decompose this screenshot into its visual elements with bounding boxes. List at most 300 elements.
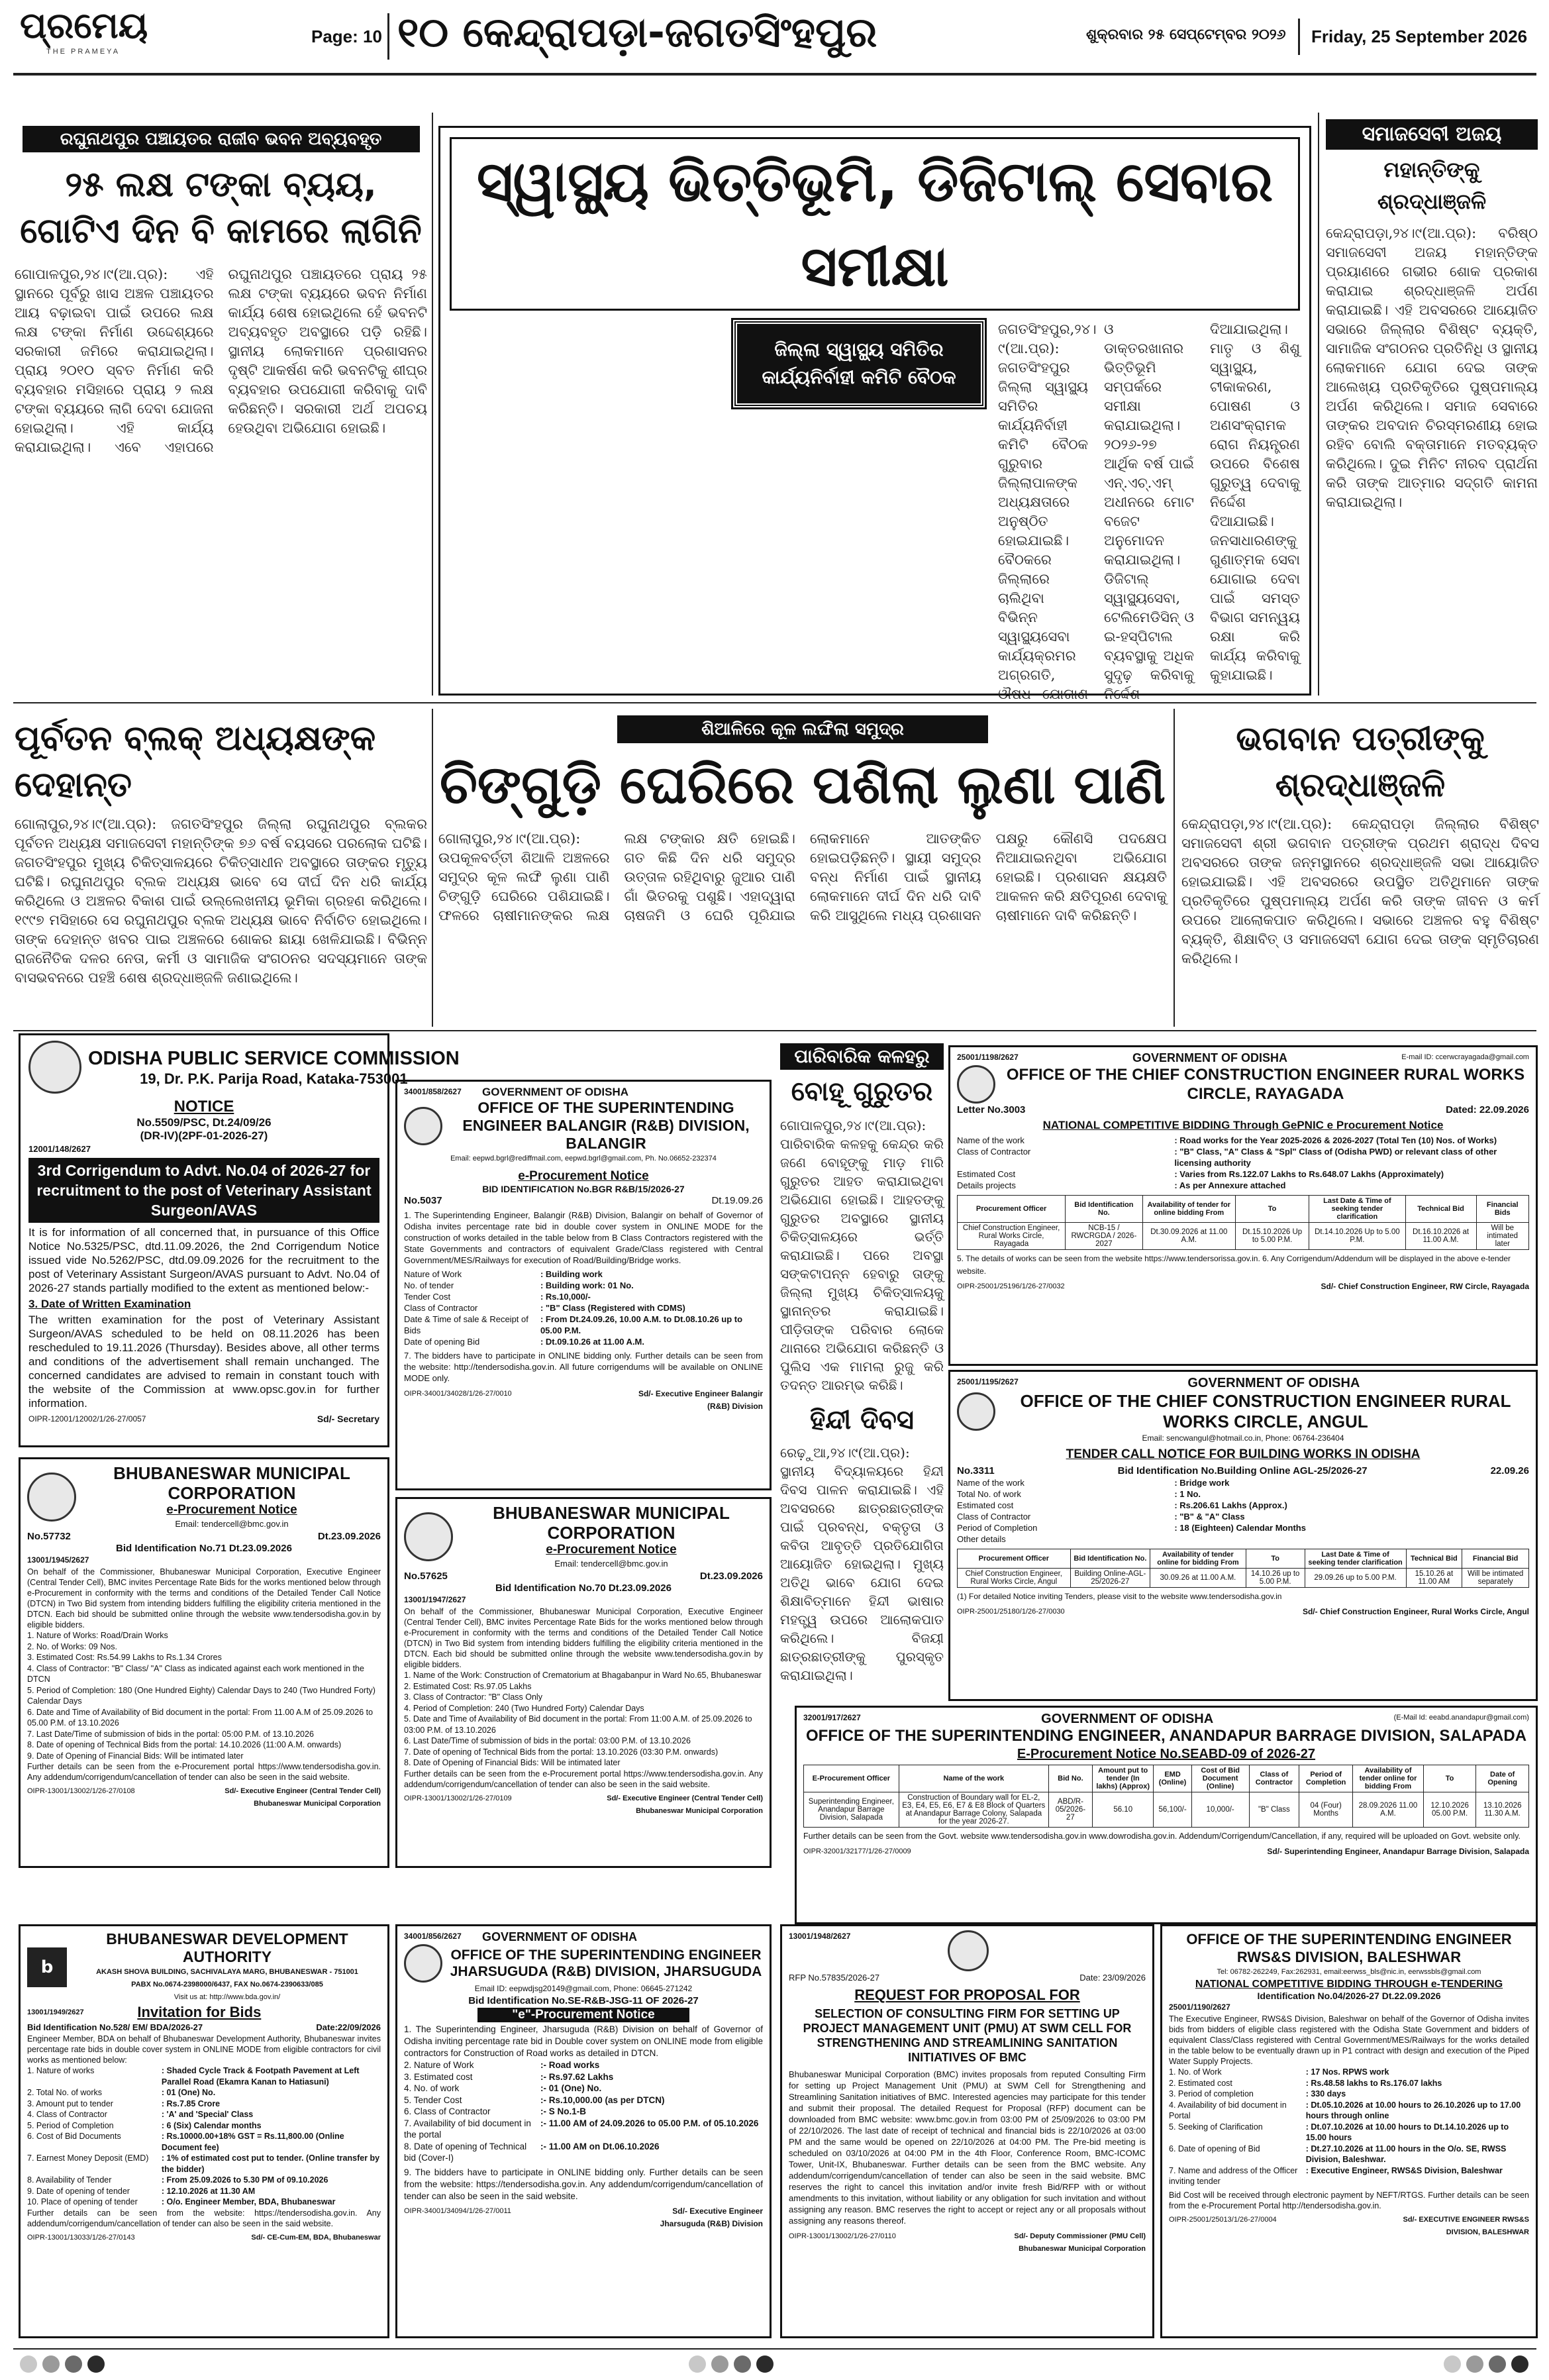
table-header-cell: To: [1423, 1765, 1476, 1792]
ad-row-label: Name of the work: [957, 1135, 1024, 1145]
ad-gov: GOVERNMENT OF ODISHA: [1132, 1051, 1288, 1064]
ad-subtitle: TENDER CALL NOTICE FOR BUILDING WORKS IN ODISHA: [1066, 1447, 1421, 1461]
ad-item: 3. Date of Written Examination: [28, 1298, 191, 1310]
ad-bmc-rfp: [780, 1924, 1154, 2338]
ad-row-value: : Rs.10,000/-: [540, 1292, 591, 1302]
ad-row-text: 4. Class of Contractor: "B" Class/ "A" Class as indicated against each work mentioned in the DTCN: [27, 1663, 364, 1684]
ad-code: 25001/1190/2627: [1169, 2002, 1230, 2012]
ad-row-text: 5. Period of Completion: 180 (One Hundred Eighty) Calendar Days to 240 (Two Hundred Forty) Calendar Days: [27, 1685, 375, 1706]
ad-row: [404, 1670, 763, 1681]
ad-row-value: : Rs.7.85 Crore: [161, 2098, 221, 2108]
ad-row-text: 1. Nature of Works: Road/Drain Works: [27, 1631, 168, 1640]
table-header-cell: Cost of Bid Document (Online): [1191, 1765, 1249, 1792]
ad-row-label: Estimated cost: [957, 1500, 1014, 1510]
ad-row-label: Date of opening Bid: [404, 1337, 480, 1347]
ad-row-value: :- S No.1-B: [540, 2106, 586, 2116]
ad-row-label: 2. Total No. of works: [27, 2088, 103, 2097]
ad-email: Email: eepwd.bgrl@rediffmail.com, eepwd.bgrl@gmail.com, Ph. No.06652-232374: [450, 1155, 717, 1163]
ad-row-value: : 6 (Six) Calendar months: [161, 2120, 262, 2130]
odisha-emblem-icon: [404, 1107, 442, 1145]
ad-row: [404, 1692, 763, 1703]
ad-row-label: 7. Name and address of the Officer inviting tender: [1169, 2165, 1298, 2186]
ad-row: [404, 1757, 763, 1769]
ad-bmc-70: [395, 1497, 772, 1868]
ad-row: [27, 1739, 381, 1751]
ad-phone: Tel: 06782-262249, Fax:262931, email:eerwss_bls@nic.in, eerwssbls@gmail.com: [1217, 1968, 1481, 1976]
table-header-cell: Availability of tender online for bidding From: [1353, 1765, 1424, 1792]
ad-row-label: 7. Earnest Money Deposit (EMD): [27, 2153, 149, 2163]
ad-row: [404, 1268, 763, 1280]
ad-footer-code: OIPR-32001/32177/1/26-27/0009: [803, 1847, 911, 1855]
ad-footer-code: OIPR-13001/13002/1/26-27/0110: [789, 2232, 896, 2240]
table-cell: 14.10.26 up to 5.00 P.M.: [1246, 1569, 1305, 1588]
table-cell: 56.10: [1092, 1792, 1153, 1828]
ad-row: [957, 1135, 1529, 1146]
story-rajiv-bhawan: [15, 126, 427, 696]
ad-note: (1) For detailed Notice inviting Tenders, please visit to the website www.tendersodisha.gov.in: [957, 1592, 1282, 1601]
ad-footer-code: OIPR-13001/13033/1/26-27/0143: [27, 2233, 135, 2242]
ad-row-value: : "B" & "A" Class: [1174, 1512, 1245, 1522]
ad-row: [957, 1477, 1529, 1488]
ad-row-value: : Rs.48.58 lakhs to Rs.176.07 lakhs: [1305, 2078, 1442, 2088]
ad-table: [957, 1195, 1529, 1250]
table-cell: 30.09.26 at 11.00 A.M.: [1150, 1569, 1246, 1588]
ad-row-label: 6. Class of Contractor: [404, 2106, 491, 2116]
ad-row: [957, 1511, 1529, 1522]
odisha-emblem-icon: [404, 1944, 442, 1983]
ad-footer-code: OIPR-25001/25180/1/26-27/0030: [957, 1608, 1065, 1616]
ad-row-label: Nature of Work: [404, 1269, 462, 1279]
table-cell: Building Online-AGL-25/2026-27: [1070, 1569, 1150, 1588]
table-cell: Chief Construction Engineer, Rural Works Circle, Angul: [958, 1569, 1071, 1588]
ad-row-label: 2. Nature of Work: [404, 2060, 474, 2070]
ad-row: [27, 2098, 381, 2110]
ad-bid-id: Bid Identification No.70 Dt.23.09.2026: [495, 1582, 672, 1594]
ad-balangir: [395, 1080, 772, 1490]
ad-row: [404, 1714, 763, 1735]
ad-no: No.57732: [27, 1531, 71, 1542]
ad-letter: Letter No.3003: [957, 1104, 1026, 1115]
ad-row: [27, 1729, 381, 1740]
ad-row: [957, 1488, 1529, 1500]
ad-row: [1169, 2144, 1529, 2165]
table-header-cell: Bid No.: [1048, 1765, 1092, 1792]
ad-row: [404, 1302, 763, 1314]
ad-row-value: : O/o. Engineer Member, BDA, Bhubaneswar: [161, 2197, 336, 2206]
ad-row-label: 5. Period of Completion: [27, 2120, 114, 2130]
ad-code: 25001/1198/2627: [957, 1053, 1019, 1062]
ad-row-label: 5. Tender Cost: [404, 2095, 462, 2105]
ad-date: Dt.23.09.2026: [317, 1531, 381, 1542]
ad-row-text: 8. Date of opening of Technical Bids from the portal: 14.10.2026 (11:00 A.M. onwards): [27, 1740, 342, 1749]
ad-row: [404, 2059, 763, 2071]
ad-signature: Sd/- Executive Engineer Balangir (R&B) Division: [638, 1389, 763, 1411]
ad-phone: PABX No.0674-2398000/6437, FAX No.0674-2390633/085: [131, 1981, 323, 1989]
ad-angul: [948, 1370, 1538, 1701]
date-english: Friday, 25 September 2026: [1311, 26, 1528, 46]
story-body-hindi-diwas: ରେଢ଼ୁଆ,୨୪।୯(ଆ.ପ୍ର): ସ୍ଥାନୀୟ ବିଦ୍ୟାଳୟରେ ହିନ୍ଦୀ ଦିବସ ପାଳନ କରାଯାଇଛି। ଏହି ଅବସରରେ ଛାତ୍ରଛାତ୍ରୀଙ୍କ ପାଇଁ ପ୍ରବନ୍ଧ, ବକ୍ତୃତା ଓ କବିତା ଆବୃତ୍ତି ପ୍ରତିଯୋଗିତା ଆୟୋଜିତ ହୋଇଥିଲା। ମୁଖ୍ୟ ଅତିଥି ଭାବେ ଯୋଗ ଦେଇ ଶିକ୍ଷାବିତ୍ମାନେ ହିନ୍ଦୀ ଭାଷାର ମହତ୍ତ୍ୱ ଉପରେ ଆଲୋକପାତ କରିଥିଲେ। ବିଜୟୀ ଛାତ୍ରଛାତ୍ରୀଙ୍କୁ ପୁରସ୍କୃତ କରାଯାଇଥିଲା।: [780, 1445, 944, 1683]
ad-row-value: : "B" Class, "A" Class & "Spl" Class of (Odisha PWD) or relevant class of other licensing authority: [1174, 1147, 1497, 1168]
story-body: ଗୋଲାପୁର,୨୪।୯(ଆ.ପ୍ର): ଜଗତସିଂହପୁର ଜିଲ୍ଲା ରଘୁନାଥପୁର ବ୍ଲକର ପୂର୍ବତନ ଅଧ୍ୟକ୍ଷ ସମାଜସେବୀ ମହାନ୍ତିଙ୍କ ୭୬ ବର୍ଷ ବୟସରେ ପରଲୋକ ଘଟିଛି। ଜଗତସିଂହପୁର ମୁଖ୍ୟ ଚିକିତ୍ସାଳୟରେ ଚିକିତ୍ସାଧୀନ ଅବସ୍ଥାରେ ତାଙ୍କର ମୃତ୍ୟୁ ଘଟିଛି। ରଘୁନାଥପୁର ବ୍ଲକ ଅଧ୍ୟକ୍ଷ ଭାବେ ସେ ଦୀର୍ଘ ଦିନ ଧରି କାର୍ଯ୍ୟ କରିଥିଲେ ଓ ଅଞ୍ଚଳର ବିକାଶ ପାଇଁ ଉଲ୍ଲେଖନୀୟ ଭୂମିକା ଗ୍ରହଣ କରିଥିଲେ। ୧୯୯୭ ମସିହାରେ ସେ ରଘୁନାଥପୁର ବ୍ଲକ ଅଧ୍ୟକ୍ଷ ଭାବେ ନିର୍ବାଚିତ ହୋଇଥିଲେ। ତାଙ୍କ ଦେହାନ୍ତ ଖବର ପାଇ ଅଞ୍ଚଳରେ ଶୋକର ଛାୟା ଖେଳିଯାଇଛି। ବିଭିନ୍ନ ରାଜନୈତିକ ଦଳର ନେତା, କର୍ମୀ ଓ ସାମାଜିକ ସଂଗଠନର ସଦସ୍ୟମାନେ ତାଙ୍କ ବାସଭବନରେ ପହଞ୍ଚି ଶେଷ ଶ୍ରଦ୍ଧାଞ୍ଜଳି ଜଣାଇଥିଲେ।: [15, 816, 427, 986]
ad-table: [957, 1549, 1529, 1588]
table-cell: 12.10.2026 05.00 P.M.: [1423, 1792, 1476, 1828]
table-cell: Chief Construction Engineer, Rural Works Circle, Rayagada: [958, 1223, 1066, 1250]
ad-bda: [19, 1924, 389, 2338]
ad-row: [27, 1751, 381, 1762]
ad-notice: NOTICE: [174, 1098, 234, 1115]
ad-row-label: Total No. of work: [957, 1489, 1021, 1499]
ad-row-label: Class of Contractor: [404, 1303, 478, 1313]
ad-title: REQUEST FOR PROPOSAL FOR: [854, 1987, 1080, 2003]
ad-row-value: : 12.10.2026 at 11.30 AM: [161, 2186, 256, 2196]
ad-row-label: 4. No. of work: [404, 2083, 460, 2093]
ad-row: [1169, 2122, 1529, 2144]
story-body: ଗୋପାଳପୁର,୨୪।୯(ଆ.ପ୍ର): ପାରିବାରିକ କଳହକୁ କେନ୍ଦ୍ର କରି ଜଣେ ବୋହୂଙ୍କୁ ମାଡ଼ ମାରି ଗୁରୁତର ଆହତ କରାଯାଇଥିବା ଅଭିଯୋଗ ହୋଇଛି। ଆହତଙ୍କୁ ଗୁରୁତର ଅବସ୍ଥାରେ ସ୍ଥାନୀୟ ଚିକିତ୍ସାଳୟରେ ଭର୍ତ୍ତି କରାଯାଇଛି। ପରେ ଅବସ୍ଥା ସଙ୍କଟାପନ୍ନ ହେବାରୁ ତାଙ୍କୁ ଜିଲ୍ଲା ମୁଖ୍ୟ ଚିକିତ୍ସାଳୟକୁ ସ୍ଥାନାନ୍ତର କରାଯାଇଛି। ପୀଡ଼ିତାଙ୍କ ପରିବାର ଲୋକେ ଥାନାରେ ଅଭିଯୋଗ କରିଛନ୍ତି ଓ ପୁଲିସ ଏକ ମାମଲା ରୁଜୁ କରି ତଦନ୍ତ ଆରମ୍ଭ କରିଛି।: [780, 1117, 944, 1393]
ad-footer-code: OIPR-34001/34028/1/26-27/0010: [404, 1390, 512, 1398]
ad-bmc-71: [19, 1457, 389, 1868]
story-body: କେନ୍ଦ୍ରାପଡ଼ା,୨୪।୯(ଆ.ପ୍ର): ବରିଷ୍ଠ ସମାଜସେବୀ ଅଜୟ ମହାନ୍ତିଙ୍କ ପ୍ରୟାଣରେ ଗଭୀର ଶୋକ ପ୍ରକାଶ କରାଯାଇ ଶ୍ରଦ୍ଧାଞ୍ଜଳି ଅର୍ପଣ କରାଯାଇଛି। ଏହି ଅବସରରେ ଆୟୋଜିତ ସଭାରେ ଜିଲ୍ଲାର ବିଶିଷ୍ଟ ବ୍ୟକ୍ତି, ସାମାଜିକ ସଂଗଠନର ପ୍ରତିନିଧି ଓ ସ୍ଥାନୀୟ ଲୋକମାନେ ଯୋଗ ଦେଇ ତାଙ୍କ ଆଲେଖ୍ୟ ପ୍ରତିକୃତିରେ ପୁଷ୍ପମାଲ୍ୟ ଅର୍ପଣ କରିଥିଲେ। ସମାଜ ସେବାରେ ତାଙ୍କର ଅବଦାନ ଚିରସ୍ମରଣୀୟ ହୋଇ ରହିବ ବୋଲି ବକ୍ତାମାନେ ମତବ୍ୟକ୍ତ କରିଥିଲେ। ଦୁଇ ମିନିଟ ନୀରବ ପ୍ରାର୍ଥନା କରି ତାଙ୍କ ଆତ୍ମାର ସଦ୍ଗତି କାମନା କରାଯାଇଥିଲା।: [1326, 225, 1538, 510]
story-kicker: ପାରିବାରିକ କଳହରୁ: [780, 1043, 944, 1070]
ad-row-value: : Rs.10000.00+18% GST = Rs.11,800.00 (Online Document fee): [161, 2132, 344, 2152]
table-header-cell: Class of Contractor: [1249, 1765, 1299, 1792]
ad-email: Email: sencwangul@hotmail.co.in, Phone: 06764-236404: [1142, 1433, 1344, 1443]
ad-rows: [27, 2065, 381, 2208]
ad-row-label: Details projects: [957, 1180, 1016, 1190]
ad-row: [27, 2197, 381, 2208]
ad-code: 34001/858/2627: [404, 1087, 462, 1096]
ad-row-value: : 'A' and 'Special' Class: [161, 2110, 254, 2119]
ad-salapada: [795, 1706, 1538, 1924]
ad-row-value: :- Rs.97.62 Lakhs: [540, 2071, 614, 2082]
ad-row-label: 1. Nature of works: [27, 2066, 95, 2075]
ad-row: [404, 2083, 763, 2095]
page-label: Page: 10: [311, 26, 382, 46]
ad-date: Date: 23/09/2026: [1079, 1973, 1146, 1983]
table-header-cell: Bid Identification No.: [1066, 1196, 1142, 1223]
ad-row-value: : 330 days: [1305, 2089, 1346, 2098]
ad-bid-id: Bid Identification No.71 Dt.23.09.2026: [116, 1543, 292, 1554]
ad-bid-id: Bid Identification No.528/ EM/ BDA/2026-27: [27, 2022, 203, 2032]
ad-row: [404, 2106, 763, 2118]
ad-row-label: Class of Contractor: [957, 1512, 1031, 1522]
ad-row: [27, 1707, 381, 1729]
ad-row-value: : Varies from Rs.122.07 Lakhs to Rs.648.07 Lakhs (Approximately): [1174, 1169, 1444, 1179]
ad-notice-ref: (DR-IV)(2PF-01-2026-27): [140, 1129, 268, 1142]
ad-row-label: 5. Seeking of Clarification: [1169, 2122, 1263, 2132]
story-headline: ୨୫ ଲକ୍ଷ ଟଙ୍କା ବ୍ୟୟ, ଗୋଟିଏ ଦିନ ବି କାମରେ ଲାଗିନି: [20, 165, 422, 251]
ad-body-2: Further details can be seen from the e-Procurement portal https://www.tendersodisha.gov.in. Any addendum/corrigendum/cancellation of tender can also be seen in the said website.: [27, 1762, 381, 1782]
odisha-emblem-icon: [957, 1065, 995, 1104]
table-cell: "B" Class: [1249, 1792, 1299, 1828]
ad-row: [27, 2175, 381, 2186]
story-headline: ଭଗବାନ ପତ୍ରୀଙ୍କୁ ଶ୍ରଦ୍ଧାଞ୍ଜଳି: [1236, 719, 1485, 804]
ad-body: 1. The Superintending Engineer, Balangir (R&B) Division, Balangir on behalf of Governor of Odisha invites percentage rate bid in double cover system in ONLINE MODE for the construction of works detailed in the table below from B Class Contractors registered with the State Governments and contractors of equivalent Grade/Class registered with Central Government/MES/Railways for execution of Road/Building/Bridge works.: [404, 1210, 763, 1265]
ad-row: [404, 1336, 763, 1347]
table-cell: Will be intimated later: [1476, 1223, 1529, 1250]
ad-row-label: Date & Time of sale & Receipt of Bids: [404, 1314, 528, 1335]
ad-signature: Sd/- Executive Engineer (Central Tender Cell) Bhubaneswar Municipal Corporation: [225, 1787, 381, 1808]
ad-date: 22.09.26: [1490, 1465, 1529, 1476]
ad-gov: GOVERNMENT OF ODISHA: [482, 1086, 629, 1098]
ad-row: [27, 1641, 381, 1653]
ad-subtitle: SELECTION OF CONSULTING FIRM FOR SETTING UP PROJECT MANAGEMENT UNIT (PMU) AT SWM CELL FOR STRENGTHENING AND STREAMLINING SANITATION INITIATIVES OF BMC: [803, 2007, 1132, 2064]
ad-row: [404, 2071, 763, 2083]
table-cell: 29.09.26 up to 5.00 P.M.: [1305, 1569, 1406, 1588]
ad-signature: Sd/- Chief Construction Engineer, Rural Works Circle, Angul: [1302, 1607, 1529, 1616]
ad-row-label: 6. Date of opening of Bid: [1169, 2144, 1260, 2153]
ad-email: E-mail ID: ccerwcrayagada@gmail.com: [1401, 1053, 1529, 1061]
ad-footer-code: OIPR-13001/13002/1/26-27/0109: [404, 1794, 512, 1802]
ad-row-value: : Shaded Cycle Track & Footpath Pavement at Left Parallel Road (Ekamra Kanan to Hatiasuni): [161, 2066, 360, 2087]
ad-banner: 3rd Corrigendum to Advt. No.04 of 2026-27 for recruitment to the post of Veterinary Assistant Surgeon/AVAS: [28, 1158, 379, 1223]
table-header-cell: EMD (Online): [1154, 1765, 1191, 1792]
ad-row-label: 10. Place of opening of tender: [27, 2197, 138, 2206]
ad-email: Email: tendercell@bmc.gov.in: [554, 1559, 668, 1569]
ad-notice-no: No.5509/PSC, Dt.24/09/26: [136, 1116, 272, 1129]
table-header-cell: Period of Completion: [1299, 1765, 1353, 1792]
ad-email: (E-Mail Id: eeabd.anandapur@gmail.com): [1393, 1714, 1529, 1722]
ad-title: BHUBANESWAR DEVELOPMENT AUTHORITY: [106, 1930, 348, 1965]
ad-email: Email: tendercell@bmc.gov.in: [175, 1519, 289, 1529]
ad-row-value: : As per Annexure attached: [1174, 1180, 1286, 1190]
ad-code: 13001/1948/2627: [789, 1932, 851, 1941]
table-cell: 15.10.26 at 11.00 AM: [1406, 1569, 1462, 1588]
ad-row-label: 3. Amount put to tender: [27, 2098, 113, 2108]
ad-row: [404, 1291, 763, 1302]
ad-row-text: 2. Estimated Cost: Rs.97.05 Lakhs: [404, 1681, 532, 1691]
ad-row: [957, 1180, 1529, 1191]
ad-gov: GOVERNMENT OF ODISHA: [1041, 1712, 1214, 1726]
story-tribute-ajay: [1326, 119, 1538, 696]
ad-email: Email ID: eepwdjsg20149@gmail.com, Phone: 06645-271242: [474, 1984, 693, 1993]
ad-rfp-no: RFP No.57835/2026-27: [789, 1973, 880, 1983]
ad-row: [1169, 2165, 1529, 2187]
ad-row-text: 7. Last Date/Time of submission of bids in the portal: 05:00 P.M. of 13.10.2026: [27, 1729, 314, 1739]
logo-text: ପ୍ରମେୟ: [20, 5, 148, 46]
ad-signature: Sd/- Secretary: [317, 1414, 379, 1424]
ad-title: BHUBANESWAR MUNICIPAL CORPORATION: [493, 1503, 730, 1543]
ad-row-text: 5. Date and Time of Availability of Bid document in the portal: From 11:00 A.M. of 25.09.2026 to 03:00 P.M. of 13.10.2026: [404, 1714, 752, 1735]
footer-color-bar-left: [20, 2355, 110, 2375]
ad-address: 19, Dr. P.K. Parija Road, Kataka-753001: [140, 1070, 408, 1087]
table-header-cell: Availability of tender online for bidding From: [1150, 1549, 1246, 1569]
ad-signature: Sd/- EXECUTIVE ENGINEER RWS&S DIVISION, BALESHWAR: [1403, 2215, 1529, 2236]
ad-date: Date:22/09/2026: [316, 2022, 381, 2032]
ad-row-label: Tender Cost: [404, 1292, 451, 1302]
ad-row: [404, 2141, 763, 2164]
ad-row: [404, 1703, 763, 1714]
story-headline: ମହାନ୍ତିଙ୍କୁ ଶ୍ରଦ୍ଧାଞ୍ଜଳି: [1377, 157, 1487, 214]
ad-row-label: 4. Class of Contractor: [27, 2110, 107, 2119]
ad-row: [404, 1280, 763, 1291]
ad-code: 12001/148/2627: [28, 1144, 91, 1154]
table-header-cell: Availability of tender for online bidding From: [1142, 1196, 1235, 1223]
ad-row-value: : Rs.206.61 Lakhs (Approx.): [1174, 1500, 1287, 1510]
ad-row-label: 1. No. of Work: [1169, 2067, 1222, 2077]
story-body: କେନ୍ଦ୍ରାପଡ଼ା,୨୪।୯(ଆ.ପ୍ର): କେନ୍ଦ୍ରାପଡ଼ା ଜିଲ୍ଲାର ବିଶିଷ୍ଟ ସମାଜସେବୀ ଶ୍ରୀ ଭଗବାନ ପତ୍ରୀଙ୍କ ପ୍ରଥମ ଶ୍ରାଦ୍ଧ ଦିବସ ଅବସରରେ ତାଙ୍କ ଜନ୍ମସ୍ଥାନରେ ଶ୍ରଦ୍ଧାଞ୍ଜଳି ସଭା ଆୟୋଜିତ ହୋଇଯାଇଛି। ଏହି ଅବସରରେ ଉପସ୍ଥିତ ଅତିଥିମାନେ ତାଙ୍କ ପ୍ରତିକୃତିରେ ପୁଷ୍ପମାଲ୍ୟ ଅର୍ପଣ କରି ତାଙ୍କ ଜୀବନ ଓ କର୍ମ ଉପରେ ଆଲୋକପାତ କରିଥିଲେ। ସଭାରେ ଅଞ୍ଚଳର ବହୁ ବିଶିଷ୍ଟ ବ୍ୟକ୍ତି, ଶିକ୍ଷାବିତ୍ ଓ ସମାଜସେବୀ ଯୋଗ ଦେଇ ତାଙ୍କ ସ୍ମୃତିଚାରଣ କରିଥିଲେ।: [1181, 816, 1539, 966]
ad-body: 1. The Superintending Engineer, Jharsuguda (R&B) Division on behalf of Governor of Odisha inviting percentage rate bid in Double cover system on ONLINE mode from eligible contractors for Construction of Road works as detailed in DTCN.: [404, 2024, 763, 2058]
table-header-cell: Technical Bid: [1405, 1196, 1476, 1223]
ad-bid-id: Bid Identification No.SE-R&B-JSG-11 OF 2026-27: [468, 1995, 699, 2006]
ad-subtitle: NATIONAL COMPETITIVE BIDDING Through GePNIC e Procurement Notice: [1042, 1119, 1444, 1131]
ad-row-value: :- 11.00 AM on Dt.06.10.2026: [540, 2141, 660, 2151]
ad-body: It is for information of all concerned that, in pursuance of this Office Notice No.5325/PSC, dtd.11.09.2026, the 2nd Corrigendum Notice issued vide No.5262/PSC, dtd.09.09.2026 for the recruitment to the post of Veterinary Assistant Surgeon/AVAS pursuant to Advt. No.04 of 2026-27 stands partially modified to the extent as mentioned below:-: [28, 1226, 379, 1294]
ad-bid-id: Identification No.04/2026-27 Dt.22.09.2026: [1257, 1991, 1441, 2001]
ad-row: [27, 2109, 381, 2120]
ad-row-value: :- 11.00 AM of 24.09.2026 to 05.00 P.M. of 05.10.2026: [540, 2118, 759, 2128]
story-headline: ସ୍ୱାସ୍ଥ୍ୟ ଭିତ୍ତିଭୂମି, ଡିଜିଟାଲ୍ ସେବାର ସମୀକ୍ଷା: [450, 137, 1300, 311]
ad-row-value: [1174, 1533, 1529, 1545]
table-cell: Will be intimated separately: [1462, 1569, 1529, 1588]
ad-row: [957, 1500, 1529, 1511]
ad-subtitle: NATIONAL COMPETITIVE BIDDING THROUGH e-TENDERING: [1195, 1979, 1503, 1990]
footer-color-bar-right: [1444, 2355, 1534, 2375]
table-header-cell: Last Date & Time of seeking tender clarification: [1305, 1549, 1406, 1569]
ad-row-value: : 1 No.: [1174, 1489, 1201, 1499]
ad-row: [404, 1681, 763, 1692]
ad-note: Further details can be seen from the Govt. website www.tendersodisha.gov.in www.dowrodisha.gov.in. Addendum/Corrigendum/Cancellation, if any, required will be uploaded on Govt. website only.: [803, 1832, 1521, 1841]
ad-row: [27, 1630, 381, 1641]
table-cell: 56,100/-: [1154, 1792, 1191, 1828]
ad-row-label: Class of Contractor: [957, 1147, 1031, 1157]
ad-title: OFFICE OF THE SUPERINTENDING ENGINEER JHARSUGUDA (R&B) DIVISION, JHARSUGUDA: [450, 1947, 762, 1979]
ad-row-label: 7. Availability of bid document in the portal: [404, 2118, 531, 2140]
ad-address: AKASH SHOVA BUILDING, SACHIVALAYA MARG, BHUBANESWAR - 751001: [96, 1968, 358, 1976]
ad-rows: [404, 1268, 763, 1347]
ad-row-label: 8. Availability of Tender: [27, 2175, 112, 2185]
ad-row-text: 7. Date of opening of Technical Bids from the portal: 13.10.2026 (03:30 P.M. onwards): [404, 1747, 719, 1757]
ad-row-value: : "B" Class (Registered with CDMS): [540, 1303, 685, 1313]
ad-rows: [404, 1670, 763, 1769]
ad-row-label: 6. Cost of Bid Documents: [27, 2132, 121, 2141]
ad-title: BHUBANESWAR MUNICIPAL CORPORATION: [113, 1463, 350, 1503]
story-block-chairman-death: [15, 715, 427, 1027]
ad-row: [404, 1314, 763, 1336]
table-cell: Dt.14.10.2026 Up to 5.00 P.M.: [1309, 1223, 1406, 1250]
ad-row: [957, 1522, 1529, 1533]
ad-row-value: : 1% of estimated cost put to tender. (Online transfer by the bidder): [161, 2153, 380, 2174]
ad-row: [957, 1533, 1529, 1545]
ad-footer-code: OIPR-34001/34094/1/26-27/0011: [404, 2206, 511, 2215]
ad-body-2: Further details can be seen from the website: https://tendersodisha.gov.in. Any addendum/corrigendum/cancellation of tender can also be seen in the said website.: [27, 2208, 381, 2228]
ad-row-value: : From 25.09.2026 to 5.30 PM of 09.10.2026: [161, 2175, 328, 2185]
table-row: [804, 1792, 1529, 1828]
table-header-cell: Amount put to tender (In lakhs) (Approx): [1092, 1765, 1153, 1792]
ad-row: [957, 1168, 1529, 1180]
ad-row: [404, 2095, 763, 2106]
ad-row-label: 2. Estimated cost: [1169, 2078, 1232, 2088]
ad-signature: Sd/- CE-Cum-EM, BDA, Bhubaneswar: [251, 2233, 381, 2242]
ad-note: 5. The details of works can be seen from the website https://www.tendersorissa.gov.in. 6. Any Corrigendum/Addendum will be displayed in the above e-tender website.: [957, 1254, 1511, 1276]
masthead: [0, 0, 1549, 78]
ad-website: Visit us at: http://www.bda.gov.in/: [174, 1993, 281, 2001]
ad-rows: [957, 1135, 1529, 1191]
story-headline: ବୋହୂ ଗୁରୁତର: [791, 1076, 933, 1107]
ad-signature: Sd/- Superintending Engineer, Anandapur Barrage Division, Salapada: [1267, 1847, 1529, 1856]
story-body: ଗୋଲାପୁର,୨୪।୯(ଆ.ପ୍ର): ଉପକୂଳବର୍ତ୍ତୀ ଶିଆଳି ଅଞ୍ଚଳରେ ସମୁଦ୍ର କୂଳ ଲଙ୍ଘି ଲୁଣା ପାଣି ଚିଙ୍ଗୁଡ଼ି ଘେରିରେ ପଶିଯାଇଛି। ଫଳରେ ଚାଷୀମାନଙ୍କର ଲକ୍ଷ ଲକ୍ଷ ଟଙ୍କାର କ୍ଷତି ହୋଇଛି। ଗତ କିଛି ଦିନ ଧରି ସମୁଦ୍ର ଉତ୍ତାଳ ରହିଥିବାରୁ ଜୁଆର ପାଣି ଗାଁ ଭିତରକୁ ପଶୁଛି। ଏହାଦ୍ୱାରା ଚାଷଜମି ଓ ଘେରି ପୂରିଯାଇ ଲୋକମାନେ ଆତଙ୍କିତ ହୋଇପଡ଼ିଛନ୍ତି। ସ୍ଥାୟୀ ସମୁଦ୍ର ବନ୍ଧ ନିର୍ମାଣ ପାଇଁ ସ୍ଥାନୀୟ ଲୋକମାନେ ଦୀର୍ଘ ଦିନ ଧରି ଦାବି କରି ଆସୁଥିଲେ ମଧ୍ୟ ପ୍ରଶାସନ ପକ୍ଷରୁ କୌଣସି ପଦକ୍ଷେପ ନିଆଯାଇନଥିବା ଅଭିଯୋଗ ହୋଇଛି। ପ୍ରଶାସନ କ୍ଷୟକ୍ଷତି ଆକଳନ କରି କ୍ଷତିପୂରଣ ଦେବାକୁ ଚାଷୀମାନେ ଦାବି କରିଛନ୍ତି।: [438, 831, 1167, 923]
ad-row-text: 1. Name of the Work: Construction of Crematorium at Bhagabanpur in Ward No.65, Bhubaneswar: [404, 1671, 762, 1680]
ad-row: [27, 2120, 381, 2132]
table-cell: 28.09.2026 11.00 A.M.: [1353, 1792, 1424, 1828]
ad-row-label: Period of Completion: [957, 1523, 1038, 1533]
section-title: ୧୦ କେନ୍ଦ୍ରାପଡ଼ା-ଜଗତସିଂହପୁର: [397, 8, 877, 56]
ad-row-label: 3. Period of completion: [1169, 2089, 1254, 2098]
ad-body-2: The written examination for the post of Veterinary Assistant Surgeon/AVAS scheduled to be held on 08.11.2026 has been rescheduled to 19.11.2026 (Thursday). Besides above, all other terms and conditions of the advertisement shall remain unchanged. The concerned candidates are advised to remain in constant touch with the website of the Commission at www.opsc.gov.in for further information.: [28, 1314, 379, 1410]
ad-date: Dated: 22.09.2026: [1446, 1104, 1529, 1115]
ad-row-value: : Dt.27.10.2026 at 11.00 hours in the O/o. SE, RWSS Division, Baleshwar.: [1305, 2144, 1507, 2164]
story-health-review: [438, 126, 1311, 702]
ad-row-label: 8. Date of opening of Technical bid (Cover-I): [404, 2141, 527, 2163]
ad-title: OFFICE OF THE SUPERINTENDING ENGINEER RWS&S DIVISION, BALESHWAR: [1186, 1931, 1512, 1965]
ad-footer-code: OIPR-25001/25196/1/26-27/0032: [957, 1282, 1065, 1290]
table-header-cell: Date of Opening: [1476, 1765, 1529, 1792]
logo: [20, 4, 152, 57]
ad-row-value: : Dt.05.10.2026 at 10.00 hours to 26.10.2026 up to 17.00 hours through online: [1305, 2100, 1521, 2120]
ad-title: OFFICE OF THE CHIEF CONSTRUCTION ENGINEER RURAL WORKS CIRCLE, RAYAGADA: [1006, 1066, 1525, 1103]
ad-code: 25001/1195/2627: [957, 1377, 1019, 1386]
logo-subtext: THE PRAMEYA: [46, 48, 121, 56]
bda-logo-icon: b: [27, 1947, 67, 1987]
ad-date: Dt.19.09.26: [711, 1195, 763, 1206]
table-header-cell: Financial Bid: [1462, 1549, 1529, 1569]
table-header-cell: Technical Bid: [1406, 1549, 1462, 1569]
table-header-cell: Procurement Officer: [958, 1549, 1071, 1569]
ad-row-text: 3. Estimated Cost: Rs.54.99 Lakhs to Rs.1.34 Crores: [27, 1653, 222, 1662]
table-header-cell: Bid Identification No.: [1070, 1549, 1150, 1569]
ad-subtitle: "e"-Procurement Notice: [477, 2008, 689, 2022]
ad-rows: [1169, 2067, 1529, 2187]
table-header-cell: Last Date & Time of seeking tender clarification: [1309, 1196, 1406, 1223]
ad-subtitle: e-Procurement Notice: [518, 1169, 649, 1183]
ad-bid-id: Bid Identification No.Building Online AGL-25/2026-27: [1117, 1465, 1368, 1476]
table-row: [958, 1569, 1529, 1588]
ad-body-2: 9. The bidders have to participate in ONLINE bidding only. Further details can be seen from the website: https://tendersodisha.gov.in. Any addendum/corrigendum/cancellation of tender can also be seen in the said website.: [404, 2167, 763, 2201]
ad-title: OFFICE OF THE SUPERINTENDING ENGINEER BALANGIR (R&B) DIVISION, BALANGIR: [462, 1099, 750, 1152]
ad-row-value: : Building work: 01 No.: [540, 1280, 634, 1290]
ad-row-value: : From Dt.24.09.26, 10.00 A.M. to Dt.08.10.26 up to 05.00 P.M.: [540, 1314, 743, 1335]
story-kicker: ରଘୁନାଥପୁର ପଞ୍ଚାୟତର ରାଜୀବ ଭବନ ଅବ୍ୟବହୃତ: [23, 126, 420, 152]
ad-code: 13001/1945/2627: [27, 1555, 89, 1565]
ad-no: No.57625: [404, 1571, 448, 1582]
ad-row: [1169, 2067, 1529, 2078]
ad-row: [1169, 2078, 1529, 2089]
table-row: [958, 1223, 1529, 1250]
table-cell: Superintending Engineer, Anandapur Barrage Division, Salapada: [804, 1792, 899, 1828]
ad-row-label: Estimated Cost: [957, 1169, 1016, 1179]
ad-subtitle: e-Procurement Notice: [166, 1503, 297, 1517]
ad-title: OFFICE OF THE SUPERINTENDING ENGINEER, ANANDAPUR BARRAGE DIVISION, SALAPADA: [805, 1727, 1527, 1745]
ad-row: [27, 2087, 381, 2098]
ad-row: [27, 1652, 381, 1663]
ad-row-label: Name of the work: [957, 1478, 1024, 1488]
ad-body: On behalf of the Commissioner, Bhubaneswar Municipal Corporation, Executive Engineer (Central Tender Cell), BMC invites Percentage Rate Bids for the works mentioned below through e-Procurement in conformity with the terms and conditions of the Detailed Tender Call Notice (DTCN) in Two Bid system from intending bidders fulfilling the eligibility criteria mentioned in the DTCN. Each bid should be submitted online through the website www.tendersodisha.gov.in by eligible bidders.: [404, 1607, 763, 1669]
bmc-logo-icon: [404, 1512, 453, 1561]
table-header-cell: To: [1236, 1196, 1309, 1223]
table-cell: Dt.15.10.2026 Up to 5.00 P.M.: [1236, 1223, 1309, 1250]
ad-row-value: : 17 Nos. RPWS work: [1305, 2067, 1389, 2077]
ad-rows: [404, 2059, 763, 2164]
story-headline: ପୂର୍ବତନ ବ୍ଲକ୍ ଅଧ୍ୟକ୍ଷଙ୍କ ଦେହାନ୍ତ: [15, 719, 376, 805]
odisha-emblem-icon: [957, 1392, 995, 1431]
ad-no: No.3311: [957, 1465, 995, 1476]
ad-row-value: : 18 (Eighteen) Calendar Months: [1174, 1523, 1306, 1533]
ad-footer-code: OIPR-25001/25013/1/26-27/0004: [1169, 2215, 1277, 2224]
ad-body-2: Further details can be seen from the e-Procurement portal https://www.tendersodisha.gov.in. Any addendum/corrigendum/cancellation of tender can also be seen in the said website.: [404, 1769, 763, 1789]
ad-body: On behalf of the Commissioner, Bhubaneswar Municipal Corporation, Executive Engineer (Central Tender Cell), BMC invites Percentage Rate Bids for the works mentioned below through e-Procurement in conformity with the terms and conditions of the Detailed Tender Call Notice (DTCN) in Two Bid system from intending bidders fulfilling the eligibility criteria mentioned in the DTCN. Each bid should be submitted online through the website www.tendersodisha.gov.in by eligible bidders.: [27, 1567, 381, 1630]
ad-row: [27, 2065, 381, 2087]
ad-row: [404, 1735, 763, 1747]
ad-baleshwar: [1160, 1924, 1538, 2338]
